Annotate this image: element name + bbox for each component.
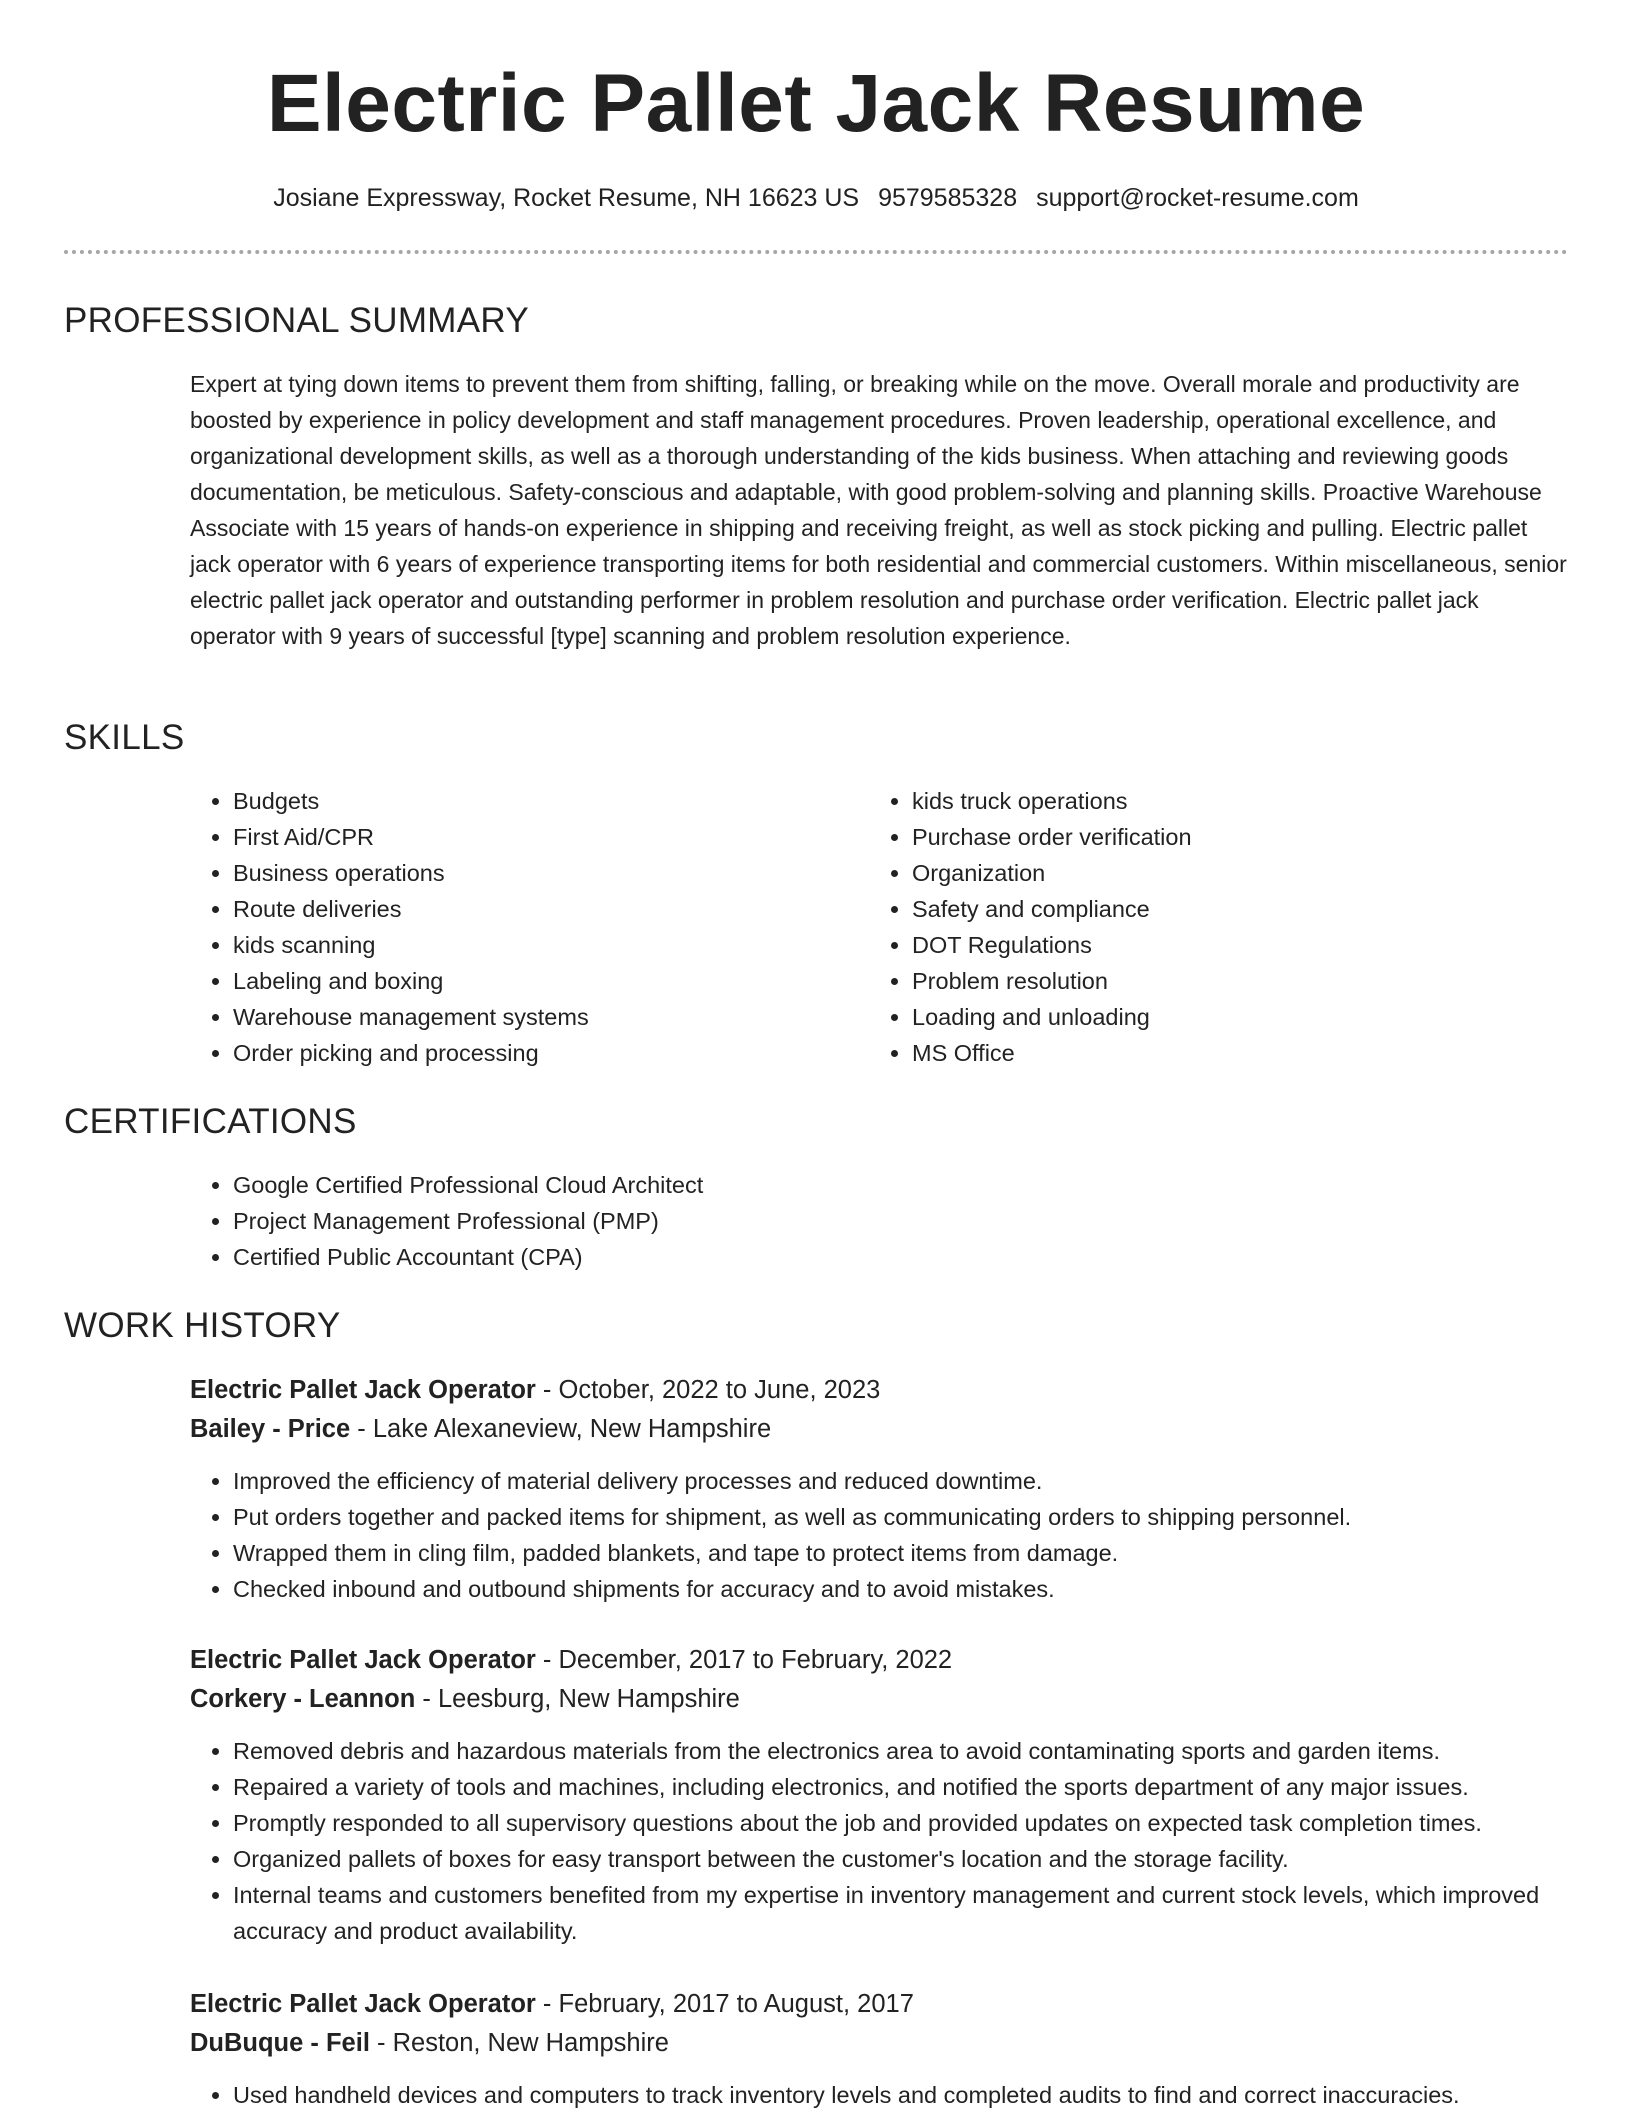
job-bullet: • Checked inbound and outbound shipments for accuracy and to avoid mistakes.: [233, 1571, 1580, 1607]
skills-column-right: [868, 783, 1192, 1071]
job-bullet: • Used handheld devices and computers to track inventory levels and completed audits to find and correct inaccuracies.: [233, 2077, 1580, 2113]
skills-heading: SKILLS: [64, 718, 185, 757]
job-bullet: • Put orders together and packed items for shipment, as well as communicating orders to shipping personnel.: [233, 1499, 1580, 1535]
job-separator: -: [350, 1415, 373, 1443]
job-separator: -: [369, 2029, 393, 2057]
job-title-line: [190, 1985, 1580, 2024]
skill-item: • Problem resolution: [912, 963, 1192, 999]
certification-item: • Google Certified Professional Cloud Architect: [233, 1167, 703, 1203]
skill-item: • kids truck operations: [912, 783, 1192, 819]
job-bullet: • Promptly responded to all supervisory questions about the job and provided updates on expected task completion times.: [233, 1805, 1580, 1841]
contact-address: Josiane Expressway, Rocket Resume, NH 16623 US: [273, 184, 860, 212]
resume-title: Electric Pallet Jack Resume: [266, 58, 1366, 149]
skill-item: • First Aid/CPR: [233, 819, 589, 855]
job-bullet: • Repaired a variety of tools and machines, including electronics, and notified the sports department of any major issues.: [233, 1769, 1580, 1805]
certification-item: • Certified Public Accountant (CPA): [233, 1239, 703, 1275]
skill-item: • kids scanning: [233, 927, 589, 963]
job-location: Leesburg, New Hampshire: [437, 1685, 740, 1713]
job-title: Electric Pallet Jack Operator: [190, 1646, 536, 1674]
skill-item: • Route deliveries: [233, 891, 589, 927]
skills-column-left: [189, 783, 589, 1071]
header-divider: [64, 250, 1568, 254]
certifications-heading: CERTIFICATIONS: [64, 1102, 357, 1141]
job-company-line: [190, 1680, 1580, 1719]
job-bullet: • Removed debris and hazardous materials from the electronics area to avoid contaminating sports and garden items.: [233, 1733, 1580, 1769]
job-dates: October, 2022 to June, 2023: [558, 1376, 881, 1404]
job-separator: -: [415, 1685, 438, 1713]
job-separator: -: [535, 1990, 559, 2018]
job-title-line: [190, 1371, 1580, 1410]
job-company-line: [190, 1410, 1580, 1449]
skill-item: • Purchase order verification: [912, 819, 1192, 855]
job-company: DuBuque - Feil: [190, 2029, 370, 2057]
job-location: Reston, New Hampshire: [392, 2029, 669, 2057]
job-company-line: [190, 2024, 1580, 2063]
job-title-line: [190, 1641, 1580, 1680]
summary-heading: PROFESSIONAL SUMMARY: [64, 301, 529, 340]
job-separator: -: [535, 1376, 559, 1404]
skill-item: • Organization: [912, 855, 1192, 891]
job-bullet: • Internal teams and customers benefited from my expertise in inventory management and current stock levels, which improved accuracy and product availability.: [233, 1877, 1580, 1949]
job-bullet: • Organized pallets of boxes for easy transport between the customer's location and the storage facility.: [233, 1841, 1580, 1877]
skill-item: • DOT Regulations: [912, 927, 1192, 963]
skill-item: • Business operations: [233, 855, 589, 891]
job-bullet: • Wrapped them in cling film, padded blankets, and tape to protect items from damage.: [233, 1535, 1580, 1571]
job-dates: February, 2017 to August, 2017: [558, 1990, 914, 2018]
skill-item: • Labeling and boxing: [233, 963, 589, 999]
job-title: Electric Pallet Jack Operator: [190, 1990, 536, 2018]
contact-email: support@rocket-resume.com: [1036, 184, 1359, 212]
job-company: Corkery - Leannon: [190, 1685, 416, 1713]
certifications-list: [189, 1167, 703, 1275]
skill-item: • Safety and compliance: [912, 891, 1192, 927]
job-dates: December, 2017 to February, 2022: [558, 1646, 953, 1674]
contact-phone: 9579585328: [878, 184, 1018, 212]
job-bullet: • Improved the efficiency of material delivery processes and reduced downtime.: [233, 1463, 1580, 1499]
skill-item: • Warehouse management systems: [233, 999, 589, 1035]
work-history-heading: WORK HISTORY: [64, 1306, 341, 1345]
job-entry: [190, 1985, 1580, 2113]
summary-text: Expert at tying down items to prevent them from shifting, falling, or breaking while on the move. Overall morale and productivity are boosted by experience in policy development and staff management procedures. Proven leadership, operational excellence, and organizational development skills, as well as a thorough understanding of the kids business. When attaching and reviewing goods documentation, be meticulous. Safety-conscious and adaptable, with good problem-solving and planning skills. Proactive Warehouse Associate with 15 years of hands-on experience in shipping and receiving freight, as well as stock picking and pulling. Electric pallet jack operator with 6 years of experience transporting items for both residential and commercial customers. Within miscellaneous, senior electric pallet jack operator and outstanding performer in problem resolution and purchase order verification. Electric pallet jack operator with 9 years of successful [type] scanning and problem resolution experience.: [190, 371, 1567, 649]
contact-line: [0, 181, 1632, 215]
job-company: Bailey - Price: [190, 1415, 351, 1443]
certification-item: • Project Management Professional (PMP): [233, 1203, 703, 1239]
skill-item: • Loading and unloading: [912, 999, 1192, 1035]
job-entry: [190, 1371, 1580, 1607]
skill-item: • MS Office: [912, 1035, 1192, 1071]
job-location: Lake Alexaneview, New Hampshire: [372, 1415, 772, 1443]
skill-item: • Order picking and processing: [233, 1035, 589, 1071]
job-title: Electric Pallet Jack Operator: [190, 1376, 536, 1404]
skill-item: • Budgets: [233, 783, 589, 819]
job-entry: [190, 1641, 1580, 1949]
job-separator: -: [535, 1646, 559, 1674]
